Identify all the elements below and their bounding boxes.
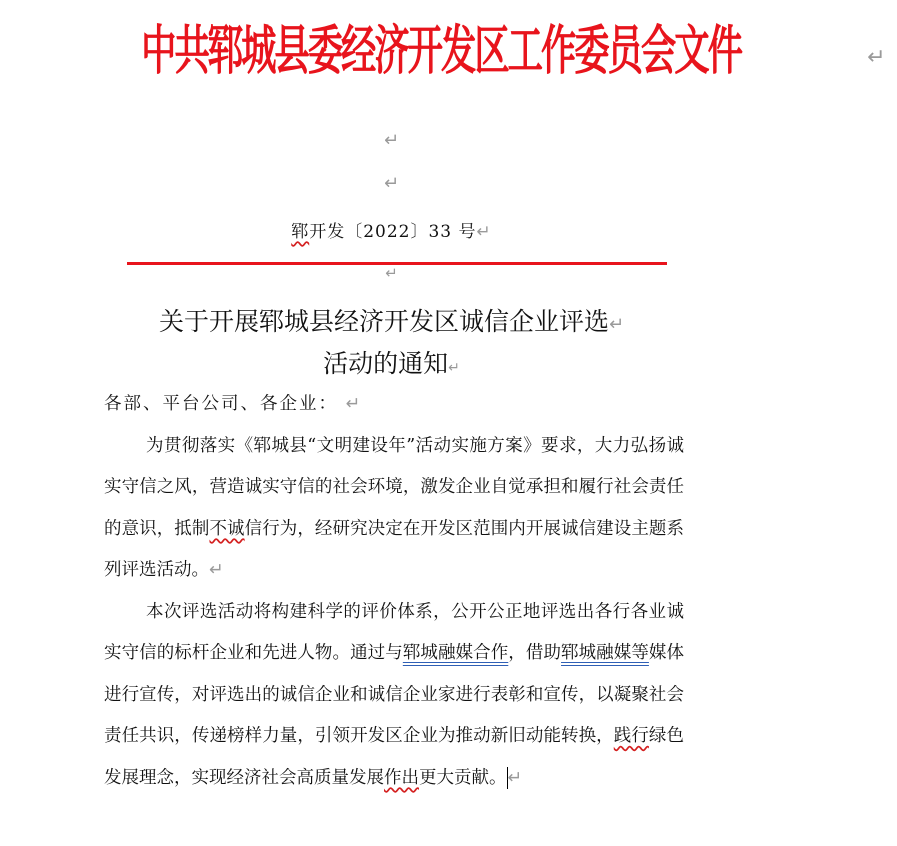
- paragraph-2: [104, 592, 684, 800]
- paragraph-1-flagged-text: 不诚: [209, 518, 245, 539]
- paragraph-2-text-g: 绿色发展理念，实现经济社会高质量发展: [104, 726, 684, 788]
- paragraph-2-text-a: 本次评选活动将构建科学的评价体系，公开公正地评选出各行各业诚实守信的标杆企业和先进人物。通过与: [104, 601, 684, 663]
- empty-paragraph-mark-2: ↵: [383, 173, 400, 194]
- empty-paragraph-mark-3: ↵: [385, 264, 398, 282]
- letter-body: [104, 384, 684, 799]
- title-line-1-text: 关于开展郓城县经济开发区诚信企业评选: [158, 307, 609, 336]
- paragraph-1: [104, 426, 684, 592]
- document-number: [0, 217, 783, 242]
- title-line-2-text: 活动的通知: [323, 349, 449, 378]
- masthead: [0, 6, 883, 107]
- masthead-title: 中共郓城县委经济开发区工作委员会文件: [141, 19, 741, 82]
- paragraph-mark: ↵: [608, 314, 625, 335]
- doc-number-prefix: 郓: [291, 222, 310, 242]
- paragraph-2-flagged-text-1: 郓城融媒合作: [402, 643, 509, 663]
- paragraph-mark: ↵: [448, 360, 460, 376]
- notice-title-line-1: [0, 302, 783, 345]
- paragraph-1-text-c: 信行为，经研究决定在开发区范围内开展诚信建设主题系列评选活动。: [104, 518, 684, 580]
- paragraph-2-flagged-text-3: 践行: [613, 726, 649, 746]
- salutation: [104, 384, 684, 426]
- paragraph-mark: ↵: [867, 45, 883, 70]
- paragraph-mark: ↵: [476, 222, 492, 242]
- paragraph-mark: ↵: [507, 767, 523, 788]
- notice-title-line-2: [0, 344, 783, 388]
- paragraph-mark: ↵: [345, 394, 363, 414]
- doc-number-rest: 开发〔2022〕33 号: [309, 222, 477, 242]
- salutation-text: 各部、平台公司、各企业：: [104, 394, 338, 414]
- paragraph-mark: ↵: [209, 560, 224, 580]
- paragraph-2-flagged-text-2: 郓城融媒等: [561, 643, 649, 663]
- paragraph-2-text-i: 更大贡献。: [419, 767, 507, 788]
- paragraph-2-text-c: ，借助: [508, 643, 562, 663]
- paragraph-1-text-a: 为贯彻落实《郓城县“文明建设年”活动实施方案》要求，大力弘扬诚实守信之风，营造诚实守信的社会环境，激发企业自觉承担和履行社会责任的意识，抵制: [104, 435, 684, 539]
- paragraph-2-text-e: 媒体进行宣传，对评选出的诚信企业和诚信企业家进行表彰和宣传，以凝聚社会责任共识，传递榜样力量，引领开发区企业为推动新旧动能转换，: [104, 643, 684, 746]
- empty-paragraph-mark-1: ↵: [383, 130, 400, 151]
- paragraph-2-flagged-text-4: 作出: [384, 767, 419, 788]
